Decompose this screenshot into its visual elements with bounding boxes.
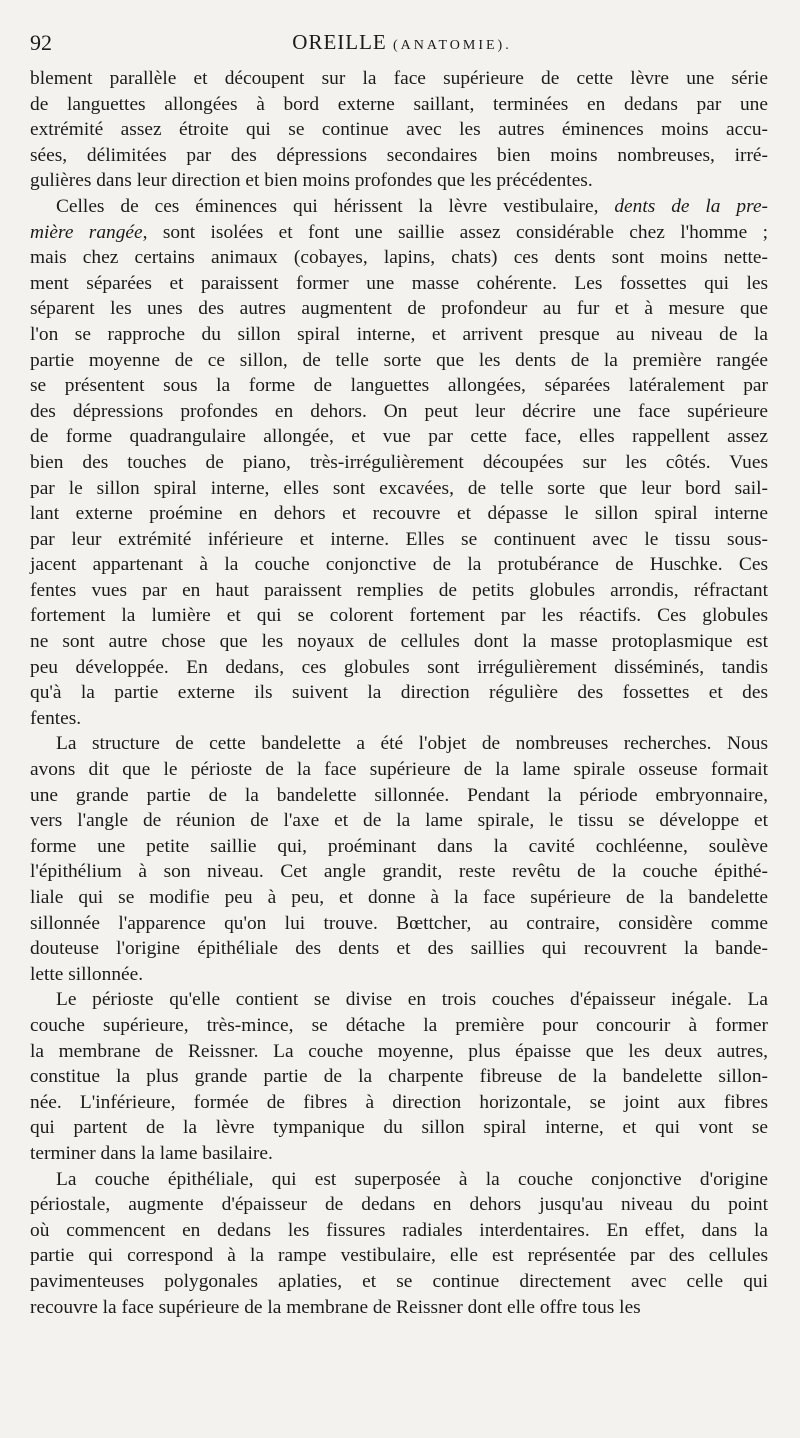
text-line: vers l'angle de réunion de l'axe et de la lame spirale, le tissu se développe et [30,810,768,832]
italic-term: mière rangée [30,221,143,243]
text-line: extrémité assez étroite qui se continue avec les autres éminences moins accu- [30,119,768,141]
paragraph [30,66,768,194]
text-line: fentes vues par en haut paraissent remplies de petits globules arrondis, réfractant [30,579,768,601]
text-line: mais chez certains animaux (cobayes, lapins, chats) ces dents sont moins nette- [30,247,768,269]
text-line: la membrane de Reissner. La couche moyenne, plus épaisse que les deux autres, [30,1040,768,1062]
text-line: avons dit que le périoste de la face supérieure de la lame spirale osseuse formait [30,759,768,781]
paragraph [30,731,768,987]
text-line: par leur extrémité inférieure et interne. Elles se continuent avec le tissu sous- [30,528,768,550]
text-line: périostale, augmente d'épaisseur de dedans en dehors jusqu'au niveau du point [30,1194,768,1216]
text-line: forme une petite saillie qui, proéminant dans la cavité cochléenne, soulève [30,835,768,857]
text-line: constitue la plus grande partie de la charpente fibreuse de la bandelette sillon- [30,1066,768,1088]
text-line: ne sont autre chose que les noyaux de cellules dont la masse protoplasmique est [30,631,768,653]
text-line: lette sillonnée. [30,963,144,985]
text-line: Le périoste qu'elle contient se divise en trois couches d'épaisseur inégale. La [56,989,768,1011]
text-line: qu'à la partie externe ils suivent la direction régulière des fossettes et des [30,682,768,704]
running-title [30,30,774,55]
paragraph [30,194,768,731]
running-title-main: OREILLE [292,30,387,54]
text-line: ment séparées et paraissent former une masse cohérente. Les fossettes qui les [30,272,768,294]
text-line: fentes. [30,707,82,729]
text-line: séparent les unes des autres augmentent de profondeur au fur et à mesure que [30,298,768,320]
text-line: par le sillon spiral interne, elles sont excavées, de telle sorte que leur bord sail- [30,477,768,499]
text-line: partie moyenne de ce sillon, de telle sorte que les dents de la première rangée [30,349,768,371]
text-line: une grande partie de la bandelette sillonnée. Pendant la période embryonnaire, [30,784,768,806]
text-line: terminer dans la lame basilaire. [30,1142,273,1164]
text-line: partie qui correspond à la rampe vestibulaire, elle est représentée par des cellules [30,1245,768,1267]
text-line: de forme quadrangulaire allongée, et vue par cette face, elles rappellent assez [30,426,768,448]
text-line: bien des touches de piano, très-irrégulièrement découpées sur les côtés. Vues [30,451,768,473]
text-line: mière rangée, sont isolées et font une saillie assez considérable chez l'homme ; [30,221,768,243]
text-line: où commencent en dedans les fissures radiales interdentaires. En effet, dans la [30,1219,768,1241]
text-line: se présentent sous la forme de languettes allongées, séparées latéralement par [30,375,768,397]
text-line: pavimenteuses polygonales aplaties, et se continue directement avec celle qui [30,1270,768,1292]
text-line: gulières dans leur direction et bien moins profondes que les précédentes. [30,170,593,192]
text-line: sillonnée l'apparence qu'on lui trouve. Bœttcher, au contraire, considère comme [30,912,768,934]
paragraph [30,987,768,1166]
text-line: l'on se rapproche du sillon spiral interne, et arrivent presque au niveau de la [30,323,768,345]
paragraph [30,1167,768,1321]
page-number: 92 [30,30,52,55]
text-line: La couche épithéliale, qui est superposée à la couche conjonctive d'origine [56,1168,768,1190]
text-line: fortement la lumière et qui se colorent fortement par les réactifs. Ces globules [30,605,768,627]
text-line: La structure de cette bandelette a été l'objet de nombreuses recherches. Nous [56,733,768,755]
running-title-sub: (ANATOMIE). [393,38,512,53]
text-line: sées, délimitées par des dépressions secondaires bien moins nombreuses, irré- [30,144,768,166]
body-text [30,66,768,1320]
running-header [30,30,774,60]
text-line: jacent appartenant à la couche conjonctive de la protubérance de Huschke. Ces [30,554,768,576]
text-line: couche supérieure, très-mince, se détache la première pour concourir à former [30,1014,768,1036]
text-line: Celles de ces éminences qui hérissent la lèvre vestibulaire, dents de la pre- [56,195,769,217]
text-line: lant externe proémine en dehors et recouvre et dépasse le sillon spiral interne [30,503,768,525]
italic-term: dents de la pre- [614,195,769,217]
text-line: née. L'inférieure, formée de fibres à direction horizontale, se joint aux fibres [30,1091,768,1113]
text-line: de languettes allongées à bord externe saillant, terminées en dedans par une [30,93,768,115]
text-line: des dépressions profondes en dehors. On peut leur décrire une face supérieure [30,400,768,422]
text-line: qui partent de la lèvre tympanique du sillon spiral interne, et qui vont se [30,1117,768,1139]
text-line: liale qui se modifie peu à peu, et donne à la face supérieure de la bandelette [30,887,768,908]
text-line: douteuse l'origine épithéliale des dents et des saillies qui recouvrent la bande- [30,938,768,960]
text-line: l'épithélium à son niveau. Cet angle grandit, reste revêtu de la couche épithé- [30,861,768,883]
text-line: peu développée. En dedans, ces globules sont irrégulièrement disséminés, tandis [30,656,768,678]
text-line: blement parallèle et découpent sur la face supérieure de cette lèvre une série [30,68,768,89]
text-line: recouvre la face supérieure de la membrane de Reissner dont elle offre tous les [30,1296,641,1318]
